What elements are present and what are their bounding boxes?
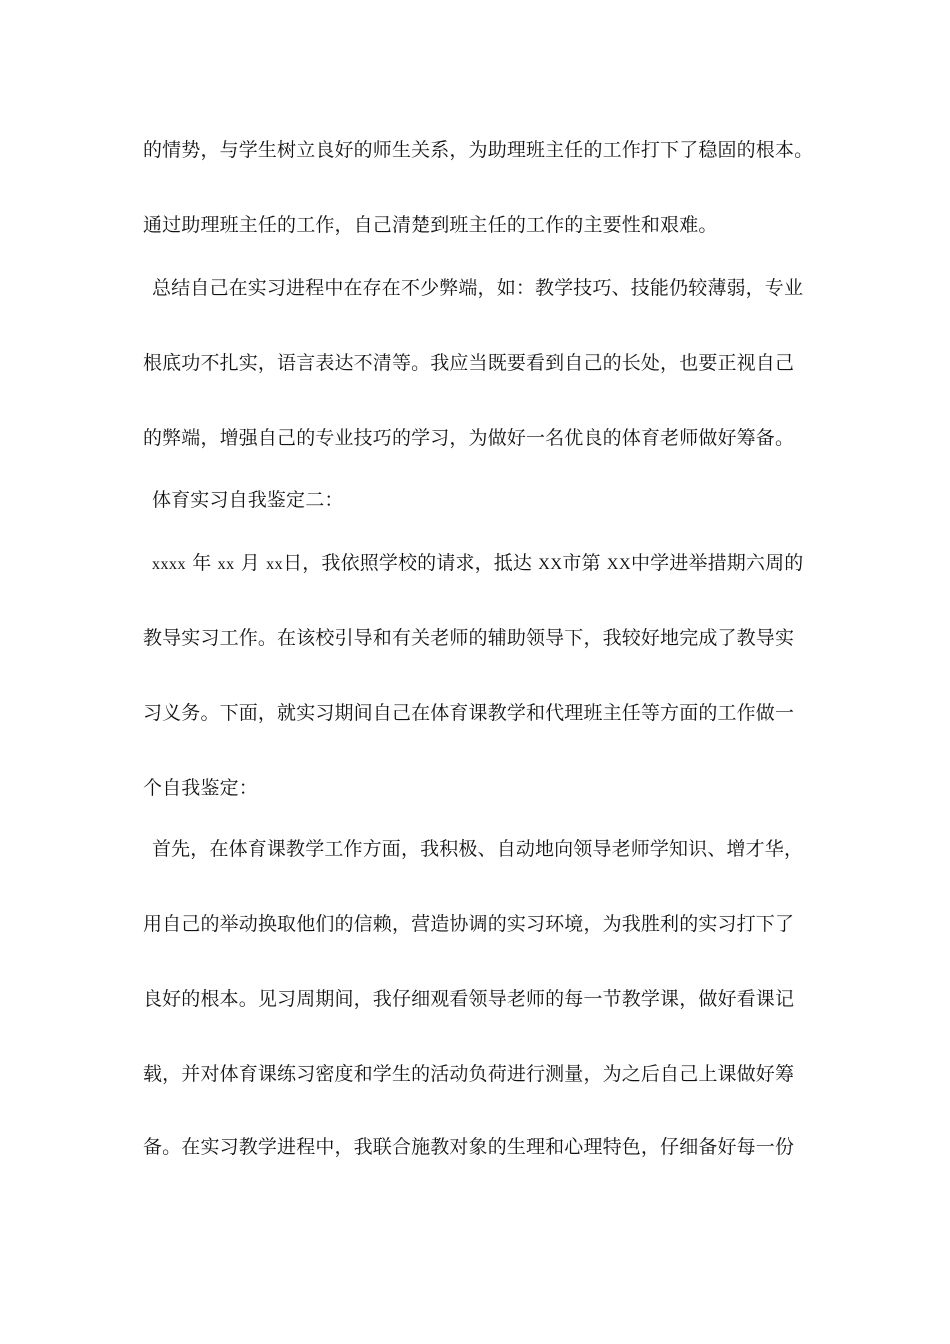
date-day: xx: [266, 556, 284, 573]
section-heading: 体育实习自我鉴定二：: [152, 489, 344, 511]
text-line: 教导实习工作。在该校引导和有关老师的辅助领导下，我较好地完成了教导实: [143, 627, 795, 649]
text-line-date: [152, 550, 822, 578]
text-line: 习义务。下面，就实习期间自己在体育课教学和代理班主任等方面的工作做一: [143, 702, 795, 724]
text-line: 用自己的举动换取他们的信赖，营造协调的实习环境，为我胜利的实习打下了: [143, 913, 795, 935]
date-year: xxxx: [152, 556, 186, 573]
text-line: 通过助理班主任的工作，自己清楚到班主任的工作的主要性和艰难。: [143, 214, 718, 236]
city-suffix: 市第: [562, 552, 601, 574]
day-text: 日，我依照学校的请求，抵达: [283, 552, 533, 574]
city-placeholder: XX: [538, 556, 563, 573]
text-line: 个自我鉴定：: [143, 777, 258, 799]
text-line: 良好的根本。见习周期间，我仔细观看领导老师的每一节教学课，做好看课记: [143, 988, 795, 1010]
text-line: 的弊端，增强自己的专业技巧的学习，为做好一名优良的体育老师做好筹备。: [143, 427, 795, 449]
line-rest: 中学进举措期六周的: [631, 552, 804, 574]
year-char: 年: [192, 552, 212, 574]
school-placeholder: XX: [606, 556, 632, 573]
text-line: 的情势，与学生树立良好的师生关系，为助理班主任的工作打下了稳固的根本。: [143, 139, 814, 161]
text-line: 载，并对体育课练习密度和学生的活动负荷进行测量，为之后自己上课做好筹: [143, 1063, 795, 1085]
text-line: 首先，在体育课教学工作方面，我积极、自动地向领导老师学知识、增才华，: [152, 838, 804, 860]
month-char: 月: [240, 552, 260, 574]
date-month: xx: [217, 556, 235, 573]
text-line: 备。在实习教学进程中，我联合施教对象的生理和心理特色，仔细备好每一份: [143, 1136, 795, 1158]
text-line: 总结自己在实习进程中在存在不少弊端，如：教学技巧、技能仍较薄弱，专业: [152, 277, 804, 299]
text-line: 根底功不扎实，语言表达不清等。我应当既要看到自己的长处，也要正视自己: [143, 352, 795, 374]
